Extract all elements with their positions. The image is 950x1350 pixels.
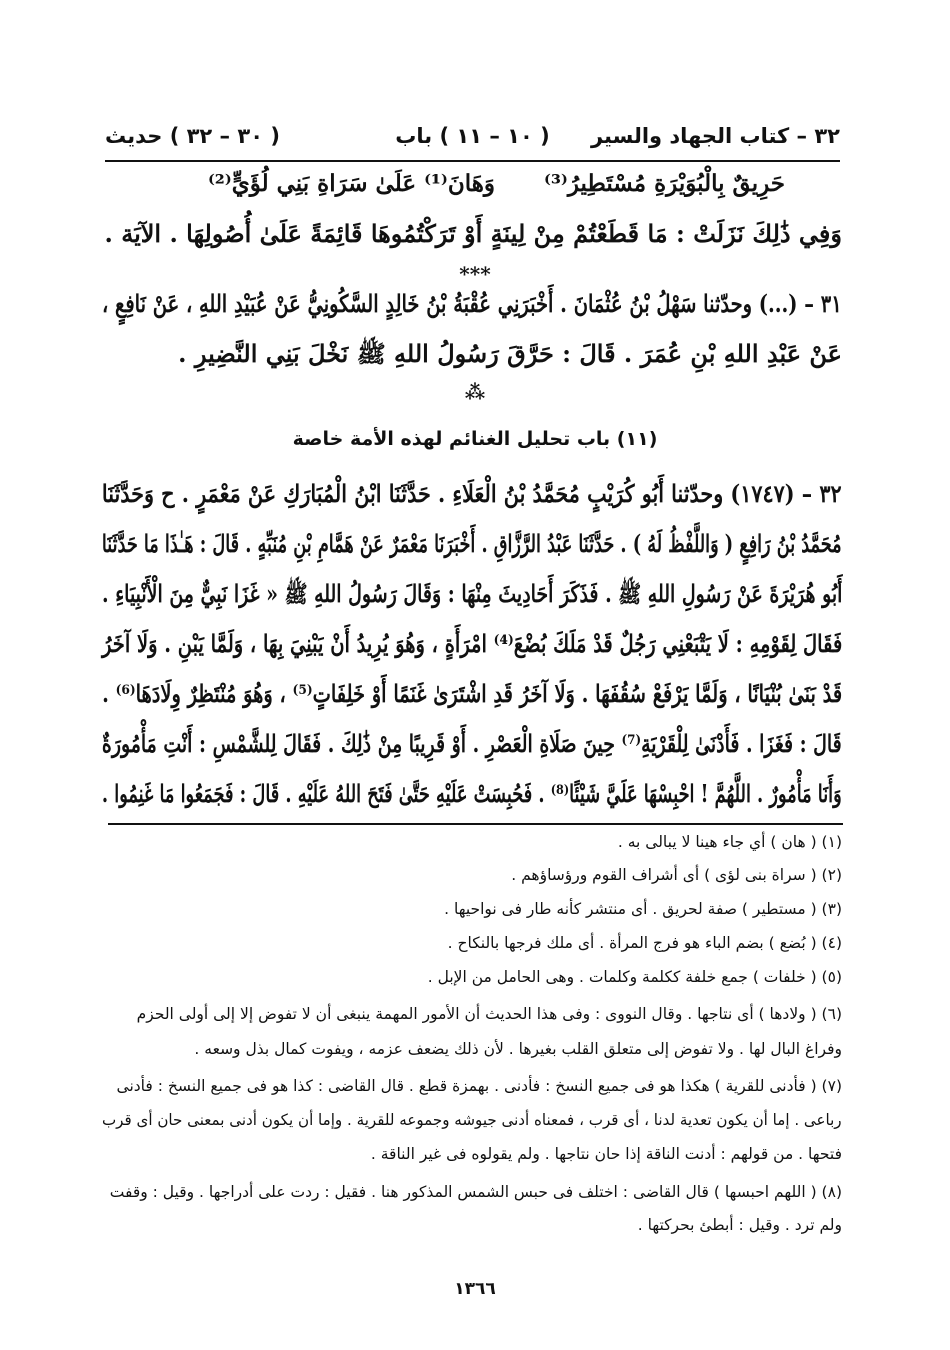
- poem-hemistich-1: وَهَانَ⁽¹⁾ عَلَىٰ سَرَاةِ بَنِي لُؤَيٍّ⁽²⁾: [207, 170, 495, 197]
- footnote-7-line-1: (٧) ( فأدنى للقرية ) هكذا هو فى جميع النسخ : فأدنى . بهمزة قطع . قال القاضى : كذا هو فى جميع النسخ : فأدنى: [116, 1077, 842, 1095]
- header-chapter-range: ( ١٠ – ١١ ) باب: [395, 124, 550, 148]
- hadith-32-line-7: وَأَنَا مَأْمُورٌ . اللَّهُمَّ ! احْبِسْهَا عَلَيَّ شَيْئًا⁽⁸⁾ . فَحُبِسَتْ عَلَيْهِ حَتَّىٰ فَتَحَ اللهُ عَلَيْهِ . قَالَ : فَجَمَعُوا مَا غَنِمُوا .: [102, 779, 842, 808]
- chapter-title: (١١) باب تحليل الغنائم لهذه الأمة خاصة: [292, 428, 658, 450]
- footnote-7-line-3: فتحها . من قولهم : أدنت الناقة إذا حان نتاجها . ولم يقولوه فى غير الناقة .: [370, 1145, 842, 1163]
- footnote-7-line-2: رباعى . إما أن يكون تعدية لدنا ، أى قرب ، فمعناه أدنى جيوشه وجموعه للقرية . وإما أن يكون أدنى بمعنى حان أى قرب: [102, 1111, 842, 1129]
- hadith-32-line-1: ٣٢ – (١٧٤٧) وحدّثنا أَبُو كُرَيْبٍ مُحَمَّدُ بْنُ الْعَلَاءِ . حَدَّثَنَا ابْنُ الْمُبَارَكِ عَنْ مَعْمَرٍ . ح وَحَدَّثَنَا: [102, 479, 842, 508]
- section-separator-stars: ***: [459, 262, 491, 286]
- footnote-2: (٢) ( سراة بنى لؤى ) أى أشراف القوم ورؤساؤهم .: [511, 866, 842, 884]
- hadith-31-line-1: ٣١ – (...) وحدّثنا سَهْلُ بْنُ عُثْمَانَ . أَخْبَرَنِي عُقْبَةُ بْنُ خَالِدٍ السَّكُونِيُّ عَنْ عُبَيْدِ اللهِ ، عَنْ نَافِعٍ ،: [102, 289, 842, 318]
- footnote-8-line-2: ولم ترد . وقيل : أبطئ بحركتها .: [637, 1216, 842, 1234]
- page-number: ١٣٦٦: [454, 1279, 496, 1299]
- footnote-6-line-2: وفراغ البال لها . ولا تفوض إلى متعلق القلب بغيرها . لأن ذلك يضعف عزمه ، ويفوت كمال بذل وسعه .: [194, 1040, 842, 1058]
- footnote-6-line-1: (٦) ( ولادها ) أى نتاجها . وقال النووى : وفى هذا الحديث أن الأمور المهمة ينبغى أن لا تفوض إلا إلى أولى الحزم: [136, 1005, 842, 1023]
- poem-hemistich-2: حَرِيقٌ بِالْبُوَيْرَةِ مُسْتَطِيرُ⁽³⁾: [544, 170, 785, 197]
- footnote-8-line-1: (٨) ( اللهم احبسها ) قال القاضى : اختلف فى حبس الشمس المذكور هنا . فقيل : ردت على أدراجها . وقيل : وقفت: [109, 1183, 842, 1201]
- running-header: [105, 120, 840, 160]
- hadith-31-line-2: عَنْ عَبْدِ اللهِ بْنِ عُمَرَ . قَالَ : حَرَّقَ رَسُولُ اللهِ ﷺ نَخْلَ بَنِي النَّضِيرِ .: [178, 339, 842, 368]
- header-divider: [105, 160, 840, 162]
- header-hadith-range: ( ٣٠ – ٣٢ ) حديث: [105, 124, 280, 148]
- verse-note-line: وَفِي ذَٰلِكَ نَزَلَتْ : مَا قَطَعْتُمْ مِنْ لِينَةٍ أَوْ تَرَكْتُمُوهَا قَائِمَةً عَلَىٰ أُصُولِهَا . الآيَة .: [104, 219, 842, 248]
- hadith-32-line-4: فَقَالَ لِقَوْمِهِ : لَا يَتْبَعْنِي رَجُلٌ قَدْ مَلَكَ بُضْعَ⁽⁴⁾ امْرَأَةٍ ، وَهُوَ يُرِيدُ أَنْ يَبْنِيَ بِهَا ، وَلَمَّا يَبْنِ . وَلَا آخَرُ: [101, 629, 842, 658]
- footnote-5: (٥) ( خلفات ) جمع خلفة ككلمة وكلمات . وهى الحامل من الإبل .: [427, 968, 842, 986]
- hadith-32-line-5: قَدْ بَنَىٰ بُنْيَانًا ، وَلَمَّا يَرْفَعْ سُقُفَهَا . وَلَا آخَرُ قَدِ اشْتَرَىٰ غَنَمًا أَوْ خَلِفَاتٍ⁽⁵⁾ ، وَهُوَ مُنْتَظِرٌ وِلَادَهَا⁽⁶⁾ .: [101, 679, 842, 708]
- hadith-32-line-3: أَبُو هُرَيْرَةَ عَنْ رَسُولِ اللهِ ﷺ . فَذَكَرَ أَحَادِيثَ مِنْهَا : وَقَالَ رَسُولُ اللهِ ﷺ « غَزَا نَبِيٌّ مِنَ الْأَنْبِيَاءِ .: [101, 579, 842, 608]
- footnote-1: (١) ( هان ) أي جاء هينا لا يبالى به .: [617, 833, 842, 851]
- hadith-32-line-6: قَالَ : فَغَزَا . فَأَدْنَىٰ لِلْقَرْيَةِ⁽⁷⁾ حِينَ صَلَاةِ الْعَصْرِ . أَوْ قَرِيبًا مِنْ ذَٰلِكَ . فَقَالَ لِلشَّمْسِ : أَنْتِ مَأْمُورَةٌ: [102, 729, 842, 758]
- footnote-divider: [108, 823, 843, 825]
- hadith-32-line-2: مُحَمَّدُ بْنُ رَافِعٍ ( وَاللَّفْظُ لَهُ ) . حَدَّثَنَا عَبْدُ الرَّزَّاقِ . أَخْبَرَنَا مَعْمَرٌ عَنْ هَمَّامِ بْنِ مُنَبِّهٍ . قَالَ : هَـٰذَا مَا حَدَّثَنَا: [102, 529, 842, 558]
- footnote-3: (٣) ( مستطير ) صفة لحريق . أى منتشر كأنه طار فى نواحيها .: [444, 900, 842, 918]
- header-book-title: ٣٢ – كتاب الجهاد والسير: [590, 124, 840, 148]
- footnote-4: (٤) ( بُضع ) بضم الباء هو فرج المرأة . أى ملك فرجها بالنكاح .: [447, 934, 842, 952]
- section-separator-asterism: ⁂: [464, 380, 486, 404]
